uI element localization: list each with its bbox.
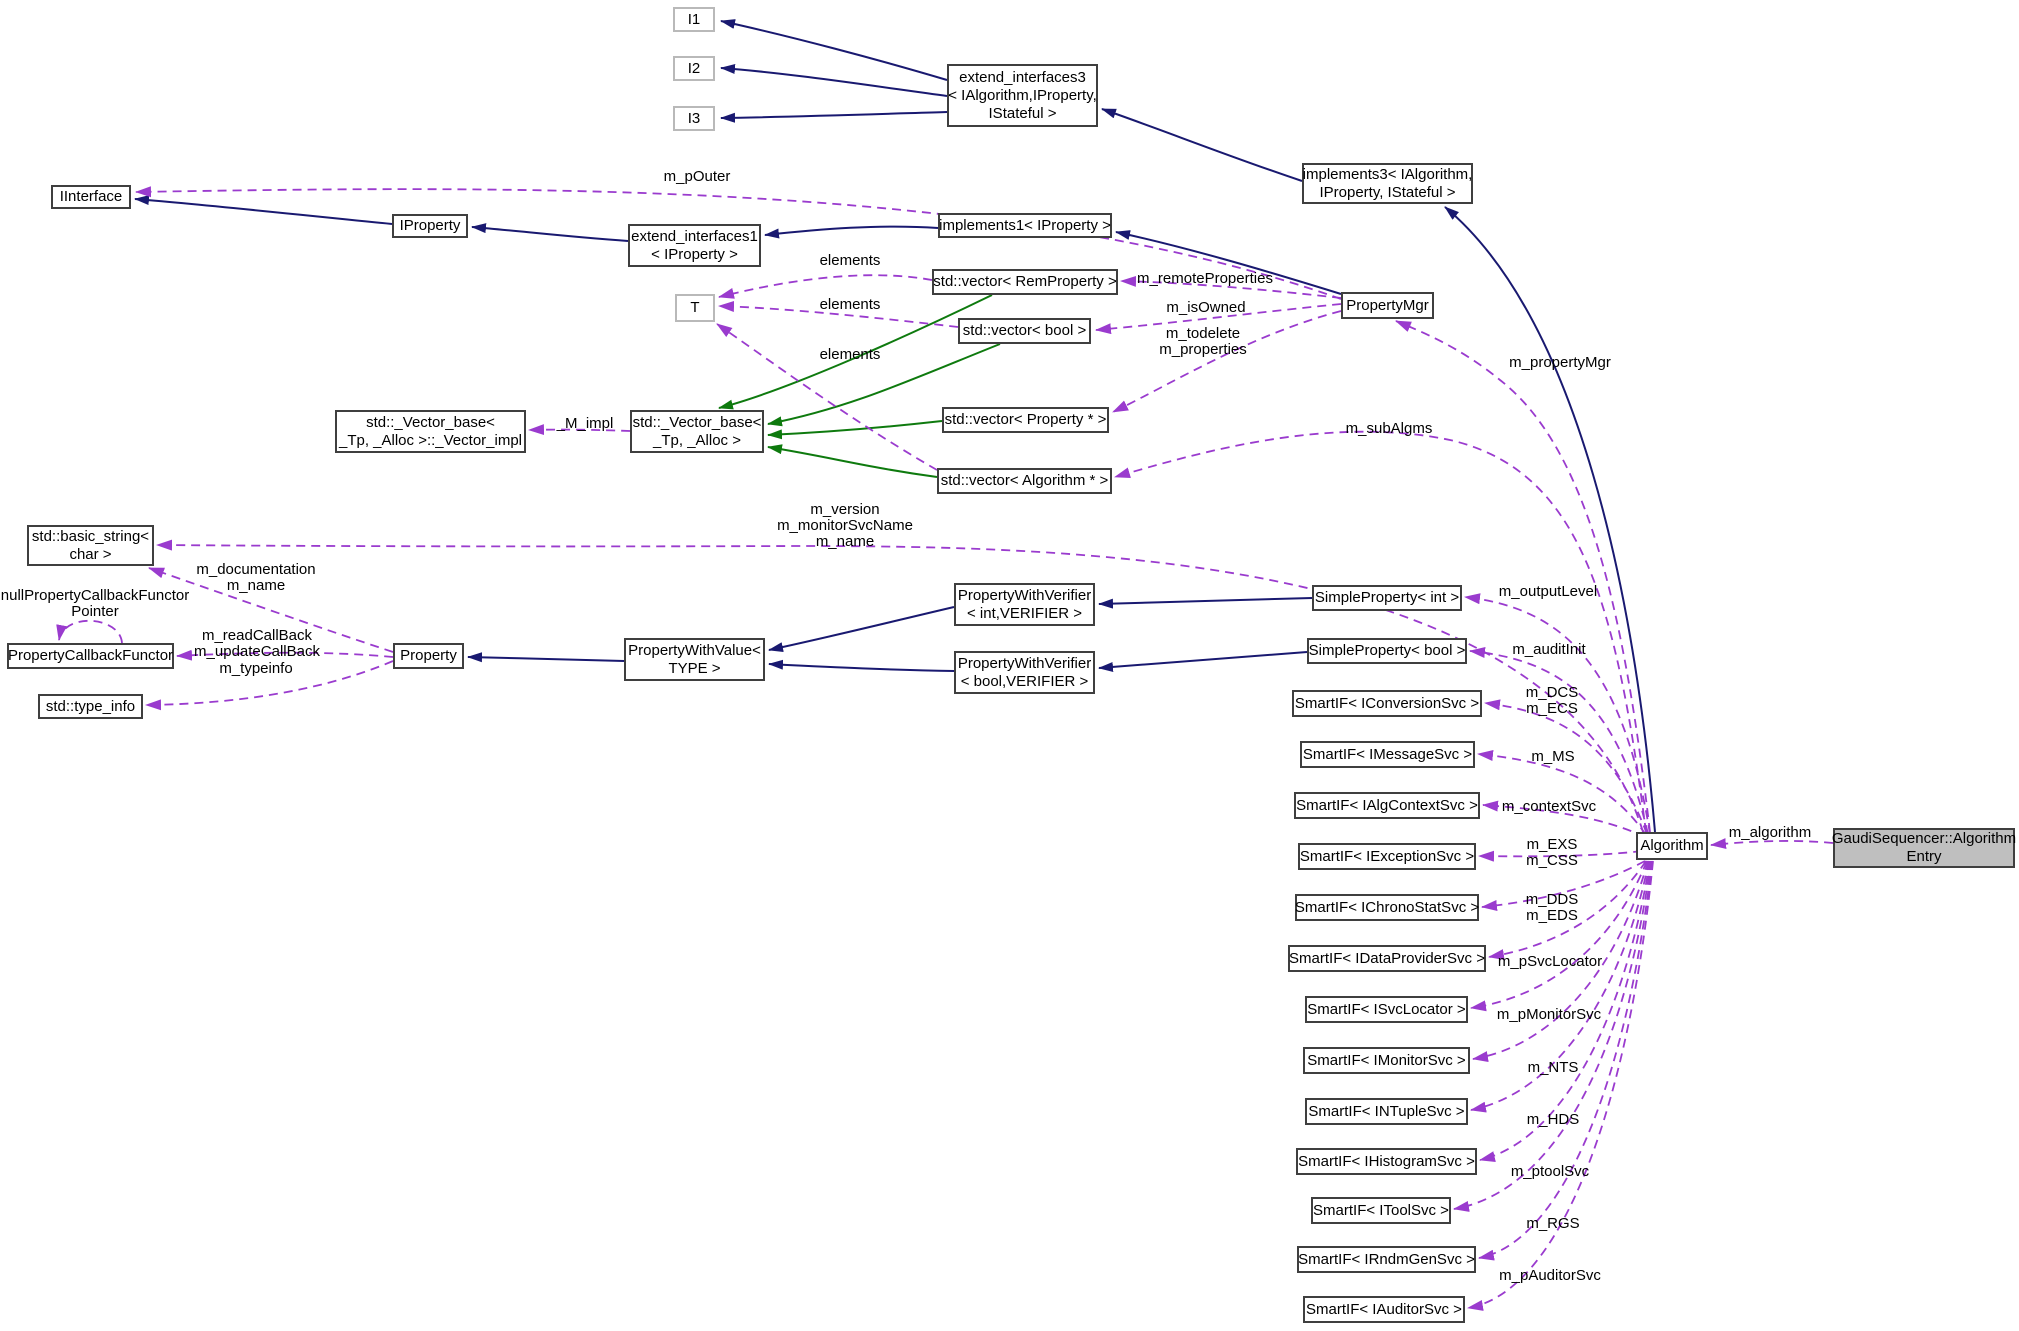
- edge-label-m-impl: [557, 416, 614, 432]
- edge-label-text: m_pSvcLocator: [1497, 953, 1603, 970]
- edge-label-m-ms: [1531, 749, 1574, 765]
- node-smartif-irndmgensvc[interactable]: [1297, 1246, 1476, 1273]
- node-simpleproperty-int[interactable]: [1312, 585, 1462, 611]
- node-label: TYPE >: [668, 659, 721, 677]
- node-smartif-ialgcontextsvc[interactable]: [1294, 792, 1480, 819]
- node-label: SmartIF< IExceptionSvc >: [1299, 847, 1475, 865]
- node-label: IProperty: [399, 217, 461, 234]
- node-implements1[interactable]: [938, 213, 1112, 238]
- edge-label-m-typeinfo: [219, 661, 292, 677]
- edge-label-text: nullPropertyCallbackFunctor: [0, 587, 190, 604]
- edge-label-text: m_EDS: [1526, 907, 1578, 924]
- node-property[interactable]: [393, 643, 464, 669]
- edge-label-m-exs-m-css: [1526, 837, 1578, 869]
- edge-label-m-isowned: [1166, 300, 1245, 316]
- edge-inheritance: [135, 199, 392, 224]
- edge-label-m-contextsvc: [1502, 799, 1596, 815]
- edge-inheritance: [468, 657, 624, 661]
- node-label: implements1< IProperty >: [939, 216, 1111, 234]
- node-label: std::_Vector_base<: [366, 413, 495, 431]
- node-label: PropertyWithVerifier: [957, 586, 1092, 604]
- edge-label-m-readcallback-m-updatecallback: [194, 628, 320, 660]
- edge-label-m-auditinit: [1512, 642, 1585, 658]
- node-vector-base[interactable]: [630, 410, 764, 453]
- node-implements3[interactable]: [1302, 163, 1473, 204]
- node-smartif-imessagesvc[interactable]: [1300, 741, 1475, 768]
- node-algorithm[interactable]: [1636, 832, 1708, 860]
- node-label: PropertyWithVerifier: [957, 654, 1092, 672]
- node-label: std::vector< RemProperty >: [933, 273, 1117, 290]
- node-propertycallbackfunctor[interactable]: [7, 643, 174, 669]
- edge-label-m-version-m-monitorsvcname-m-name: [777, 502, 913, 550]
- node-label: SmartIF< IMessageSvc >: [1302, 745, 1473, 763]
- edge-label-text: m_contextSvc: [1501, 798, 1597, 815]
- edge-label-text: m_outputLevel: [1498, 583, 1598, 600]
- node-extend-interfaces3[interactable]: [947, 64, 1098, 127]
- node-smartif-idataprovidersvc[interactable]: [1288, 945, 1486, 972]
- edge-label-text: Pointer: [71, 603, 119, 620]
- edge-usage: [1115, 432, 1646, 832]
- edge-label-text: m_pAuditorSvc: [1499, 1267, 1601, 1284]
- edge-label-elements-2: [820, 297, 881, 313]
- node-propertywithvalue[interactable]: [624, 638, 765, 681]
- edge-label-text: m_propertyMgr: [1509, 354, 1611, 371]
- node-iproperty[interactable]: [392, 214, 468, 238]
- node-vector-property[interactable]: [942, 407, 1109, 433]
- edge-label-text: m_isOwned: [1166, 299, 1246, 316]
- edge-label-text: m_documentation: [196, 561, 316, 578]
- node-label: std::vector< Property * >: [944, 411, 1107, 428]
- node-label: std::type_info: [45, 697, 136, 715]
- node-label: PropertyCallbackFunctor: [7, 647, 174, 664]
- node-label: std::vector< Algorithm * >: [940, 472, 1109, 489]
- node-label: std::vector< bool >: [962, 322, 1087, 339]
- node-label: I3: [687, 109, 701, 127]
- edge-label-text: m_properties: [1159, 341, 1247, 358]
- edge-usage: [1711, 841, 1833, 845]
- edge-label-elements-3: [820, 347, 881, 363]
- edge-inheritance: [1099, 598, 1312, 604]
- edge-label-m-remoteproperties: [1137, 271, 1273, 287]
- edge-label-text: m_HDS: [1526, 1111, 1580, 1128]
- node-label: SmartIF< IHistogramSvc >: [1298, 1152, 1475, 1170]
- node-vector-impl[interactable]: [335, 410, 526, 453]
- node-label: IInterface: [59, 188, 123, 205]
- edge-label-m-subalgms: [1346, 421, 1433, 437]
- edge-label-text: m_CSS: [1526, 852, 1578, 869]
- edge-label-m-dcs-m-ecs: [1526, 685, 1579, 717]
- edge-label-text: m_subAlgms: [1345, 420, 1433, 437]
- edge-label-text: m_updateCallBack: [194, 643, 320, 660]
- node-i2[interactable]: [673, 56, 715, 81]
- edge-template-inheritance: [768, 421, 942, 435]
- edge-label-m-propertymgr: [1509, 355, 1611, 371]
- node-label: PropertyMgr: [1346, 296, 1429, 314]
- node-basic-string[interactable]: [27, 525, 154, 566]
- node-label: IStateful >: [988, 104, 1057, 122]
- edge-inheritance: [765, 227, 938, 235]
- edge-label-text: m_auditInit: [1512, 641, 1586, 658]
- node-smartif-imonitorsvc[interactable]: [1303, 1047, 1470, 1074]
- node-propertywithverifier-bool[interactable]: [954, 651, 1095, 694]
- node-i3[interactable]: [673, 106, 715, 131]
- edge-usage: [1468, 861, 1653, 1308]
- edge-label-m-nts: [1528, 1060, 1579, 1076]
- edge-inheritance: [472, 227, 628, 241]
- edge-label-text: _M_impl: [556, 415, 614, 432]
- edge-label-text: m_monitorSvcName: [777, 517, 913, 534]
- edge-inheritance: [1102, 109, 1302, 181]
- node-gaudisequencer-algorithmentry[interactable]: [1833, 828, 2015, 868]
- edge-inheritance: [769, 664, 954, 671]
- node-smartif-iconversionsvc[interactable]: [1292, 690, 1482, 717]
- edge-label-nullpropertycallbackfunctor-pointer: [1, 588, 189, 620]
- node-label: std::basic_string<: [31, 527, 150, 545]
- edge-label-text: elements: [819, 346, 881, 363]
- edge-label-m-todelete-m-properties: [1159, 326, 1247, 358]
- edge-label-text: m_ECS: [1526, 700, 1578, 717]
- edge-inheritance: [721, 68, 947, 96]
- node-label: SmartIF< IMonitorSvc >: [1307, 1051, 1466, 1069]
- edge-inheritance: [769, 607, 954, 650]
- node-label: < bool,VERIFIER >: [960, 672, 1089, 690]
- edge-label-text: m_name: [815, 533, 875, 550]
- node-smartif-iexceptionsvc[interactable]: [1298, 843, 1476, 870]
- node-label: < int,VERIFIER >: [966, 604, 1083, 622]
- node-label: extend_interfaces3: [959, 68, 1086, 86]
- node-label: SmartIF< IChronoStatSvc >: [1294, 898, 1480, 916]
- node-label: SmartIF< IAuditorSvc >: [1306, 1300, 1462, 1318]
- node-label: SmartIF< ISvcLocator >: [1307, 1000, 1466, 1018]
- node-type-info[interactable]: [38, 694, 143, 719]
- node-extend-interfaces1[interactable]: [628, 224, 761, 267]
- edge-label-text: m_pMonitorSvc: [1496, 1006, 1602, 1023]
- node-label: implements3< IAlgorithm,: [1302, 165, 1473, 183]
- node-label: T: [690, 299, 700, 316]
- edge-label-m-algorithm: [1729, 825, 1812, 841]
- edge-label-m-pauditorsvc: [1499, 1268, 1601, 1284]
- node-label: SimpleProperty< int >: [1314, 589, 1460, 606]
- node-label: SmartIF< IAlgContextSvc >: [1296, 796, 1478, 814]
- edge-label-m-dds-m-eds: [1526, 892, 1579, 924]
- edge-label-m-documentation-m-name: [196, 562, 315, 594]
- node-label: SmartIF< IToolSvc >: [1313, 1201, 1449, 1219]
- node-label: < IAlgorithm,IProperty,: [948, 86, 1097, 104]
- edge-label-m-hds: [1527, 1112, 1580, 1128]
- node-propertymgr[interactable]: [1341, 292, 1434, 319]
- node-simpleproperty-bool[interactable]: [1307, 638, 1467, 664]
- edge-label-text: m_version: [810, 501, 880, 518]
- node-smartif-ihistogramsvc[interactable]: [1296, 1148, 1477, 1175]
- edge-label-m-ptoolsvc: [1511, 1164, 1589, 1180]
- edge-label-text: m_algorithm: [1728, 824, 1812, 841]
- node-label: Algorithm: [1640, 837, 1704, 854]
- edge-label-text: m_readCallBack: [201, 627, 313, 644]
- node-smartif-intuplesvc[interactable]: [1305, 1098, 1468, 1125]
- edge-inheritance: [1445, 207, 1655, 832]
- edge-label-text: m_DDS: [1525, 891, 1579, 908]
- node-t[interactable]: [675, 294, 715, 322]
- edge-label-text: elements: [819, 252, 881, 269]
- edge-inheritance: [1099, 652, 1307, 668]
- node-label: _Tp, _Alloc >: [653, 431, 741, 449]
- edge-template-inheritance: [768, 447, 937, 477]
- node-label: IProperty, IStateful >: [1319, 183, 1456, 201]
- node-label: SmartIF< IConversionSvc >: [1294, 694, 1480, 712]
- edge-usage: [719, 275, 932, 297]
- node-iinterface[interactable]: [51, 185, 131, 209]
- node-label: I2: [687, 59, 701, 77]
- edge-label-text: m_typeinfo: [219, 660, 293, 677]
- node-label: Property: [400, 647, 457, 664]
- edge-usage: [1478, 754, 1646, 835]
- edge-inheritance: [721, 112, 947, 118]
- edge-label-m-rgs: [1526, 1216, 1579, 1232]
- node-smartif-ichronostatsvc[interactable]: [1295, 894, 1479, 921]
- edge-label-text: m_ptoolSvc: [1510, 1163, 1590, 1180]
- node-label: GaudiSequencer::Algorithm: [1831, 830, 2017, 847]
- edge-label-text: m_NTS: [1527, 1059, 1579, 1076]
- node-label: extend_interfaces1: [631, 227, 758, 245]
- node-label: char >: [69, 545, 112, 563]
- node-label: SmartIF< IRndmGenSvc >: [1298, 1250, 1475, 1268]
- edge-label-text: m_MS: [1531, 748, 1575, 765]
- node-i1[interactable]: [673, 7, 715, 32]
- edge-label-m-psvclocator: [1498, 954, 1602, 970]
- edge-label-text: m_EXS: [1526, 836, 1578, 853]
- node-label: PropertyWithValue<: [628, 641, 761, 659]
- edge-label-text: m_todelete: [1165, 325, 1241, 342]
- node-label: Entry: [1906, 848, 1942, 865]
- edge-label-m-outputlevel: [1499, 584, 1597, 600]
- edge-label-text: m_pOuter: [663, 168, 731, 185]
- node-vector-remproperty[interactable]: [932, 269, 1118, 295]
- node-smartif-iauditorsvc[interactable]: [1303, 1296, 1465, 1323]
- edge-label-text: m_name: [226, 577, 286, 594]
- node-smartif-isvclocator[interactable]: [1305, 996, 1468, 1023]
- node-label: SmartIF< INTupleSvc >: [1308, 1102, 1465, 1120]
- edge-label-m-pouter: [664, 169, 731, 185]
- edge-usage: [59, 621, 122, 643]
- edge-label-text: elements: [819, 296, 881, 313]
- node-vector-algorithm[interactable]: [937, 468, 1112, 494]
- node-label: SimpleProperty< bool >: [1308, 642, 1466, 659]
- node-label: < IProperty >: [651, 245, 738, 263]
- node-label: std::_Vector_base<: [632, 413, 762, 431]
- node-label: SmartIF< IDataProviderSvc >: [1289, 949, 1485, 967]
- node-propertywithverifier-int[interactable]: [954, 583, 1095, 626]
- node-smartif-itoolsvc[interactable]: [1311, 1197, 1451, 1224]
- edge-label-text: m_remoteProperties: [1137, 270, 1273, 287]
- node-label: _Tp, _Alloc >::_Vector_impl: [338, 431, 522, 449]
- edge-label-text: m_RGS: [1526, 1215, 1580, 1232]
- edge-label-text: m_DCS: [1525, 684, 1579, 701]
- node-vector-bool[interactable]: [958, 318, 1091, 344]
- node-label: I1: [687, 10, 701, 28]
- edge-label-elements-1: [820, 253, 881, 269]
- edge-label-m-pmonitorsvc: [1497, 1007, 1601, 1023]
